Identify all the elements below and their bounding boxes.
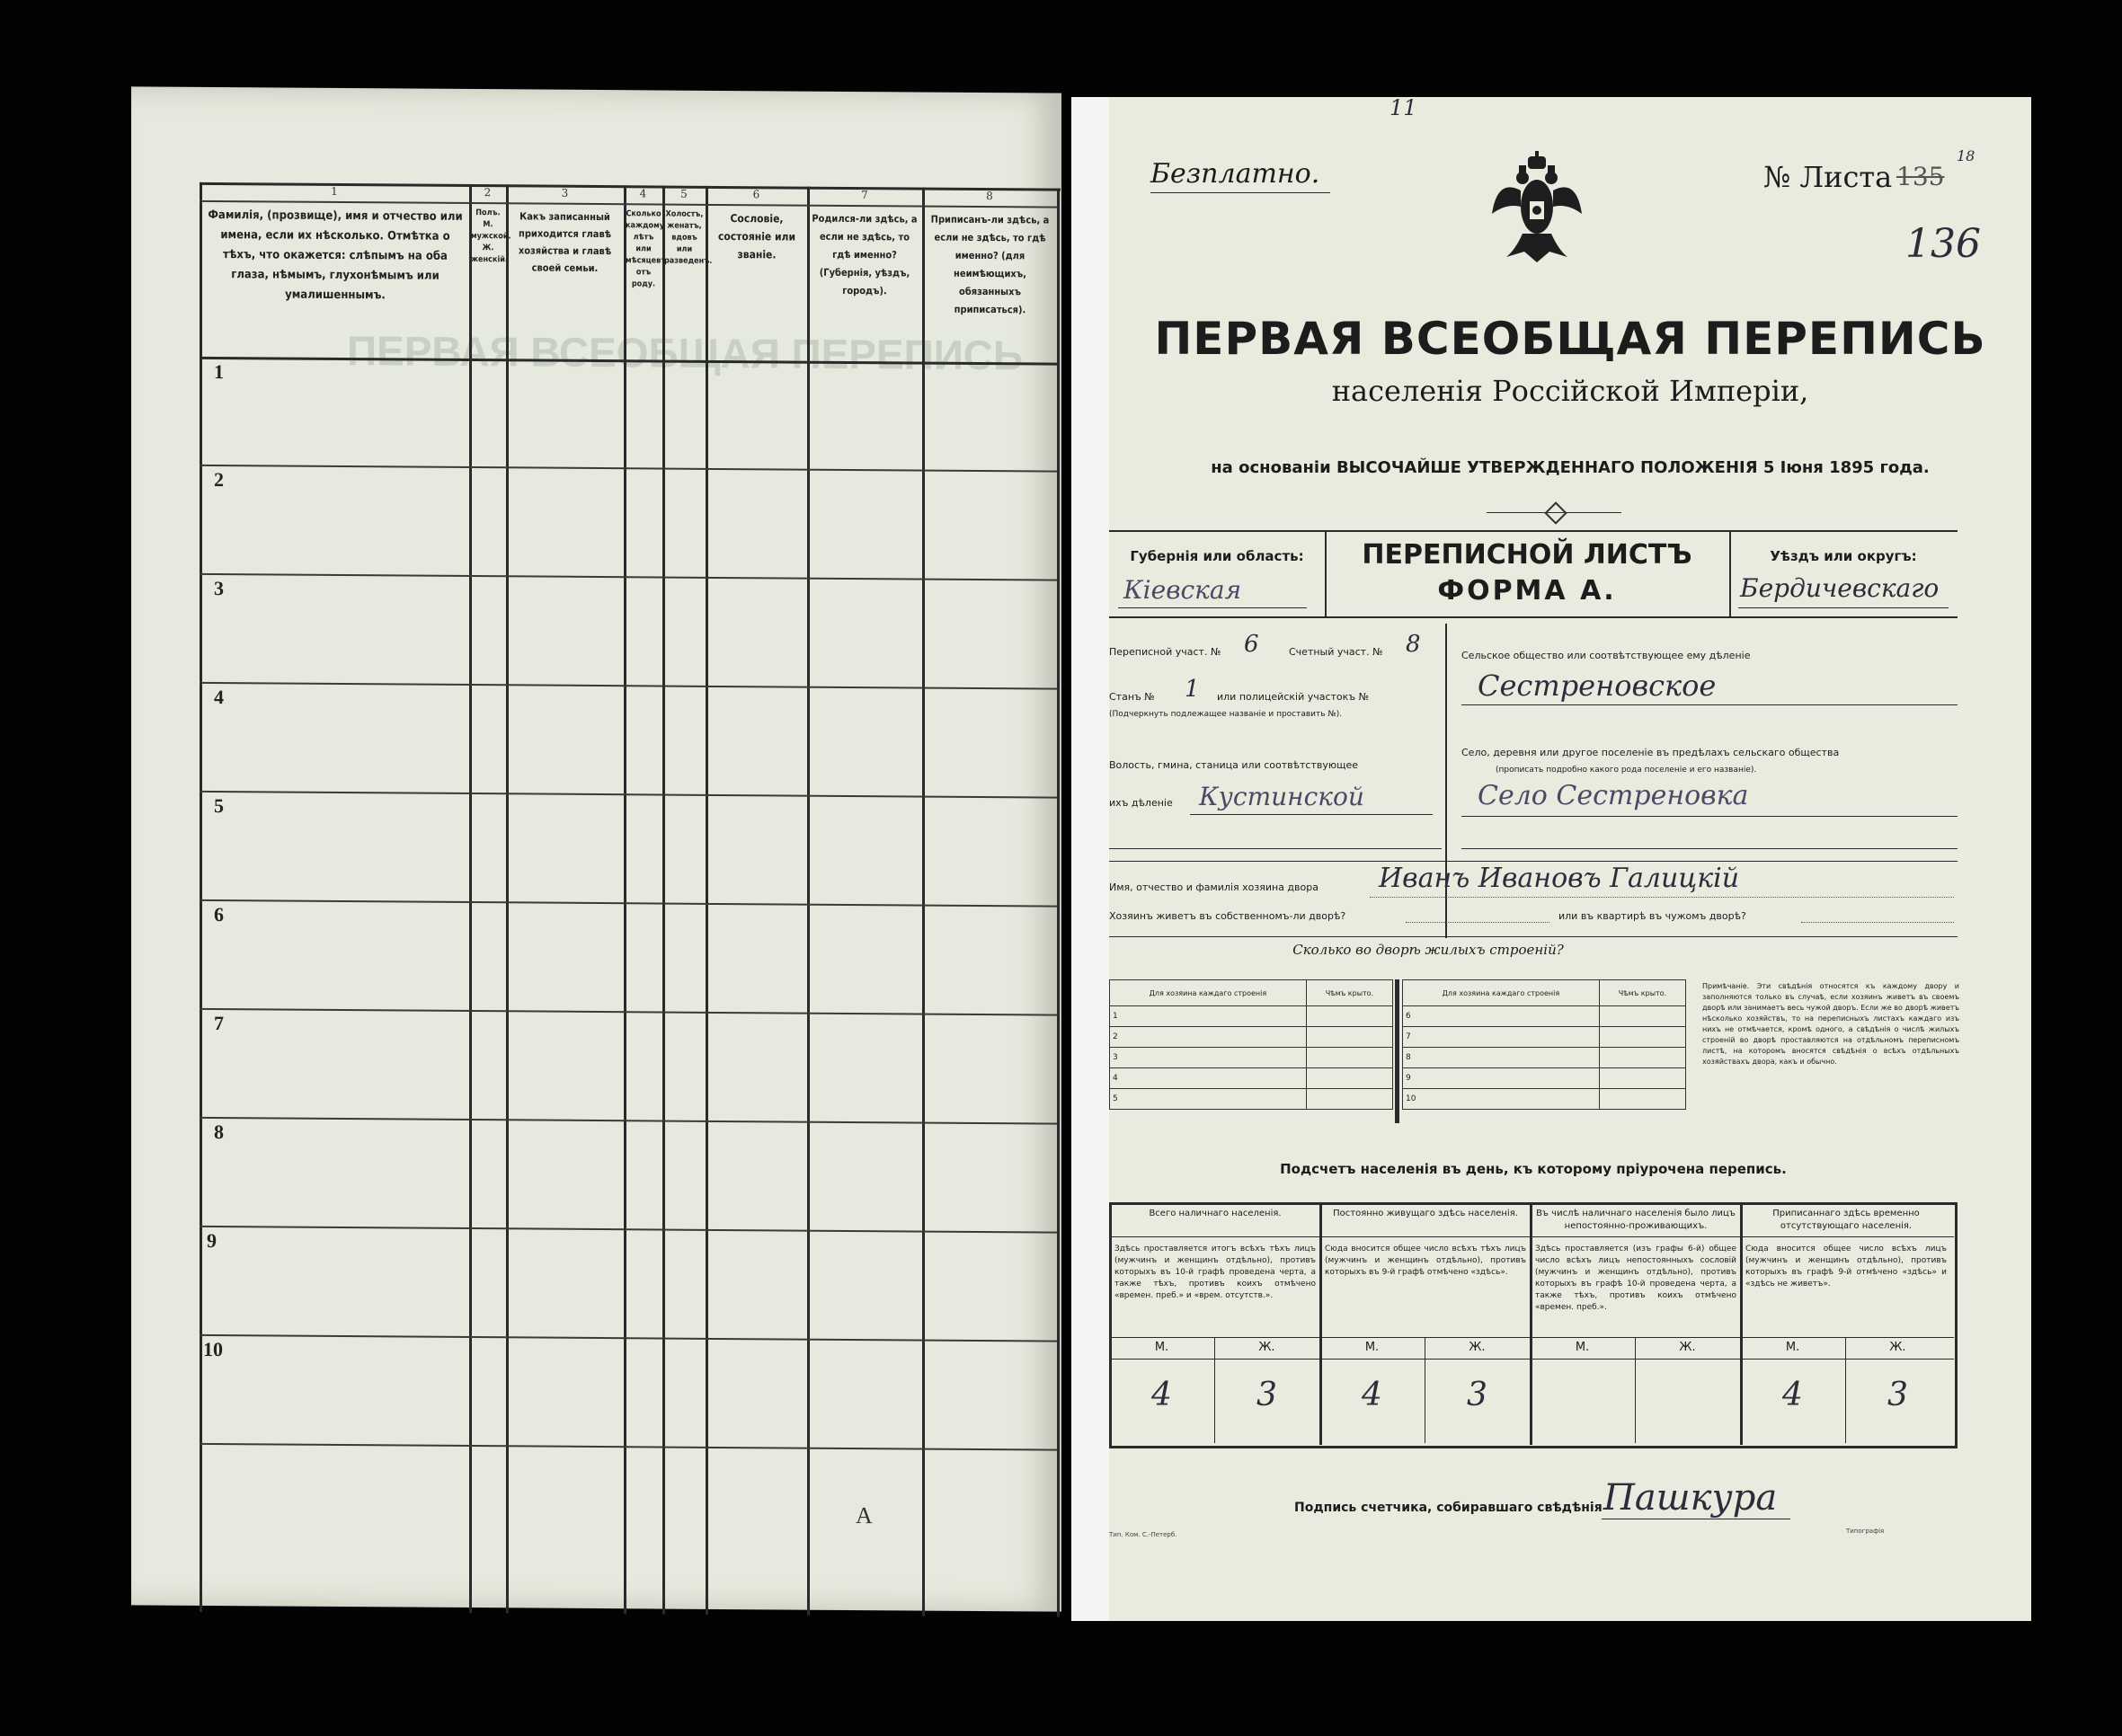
sex-label: М. — [1364, 1341, 1380, 1354]
village-value: Село Сестреновка — [1478, 780, 1749, 811]
underline-note: (Подчеркнуть подлежащее названіе и проставить №). — [1109, 710, 1343, 719]
column-header-sex: Полъ. М. мужской. Ж. женскій. — [471, 208, 511, 265]
county-value: Бердичевскаго — [1740, 573, 1940, 603]
volost-value: Кустинской — [1199, 782, 1364, 811]
page-subtitle: населенія Россійской Имперіи, — [1331, 374, 1809, 408]
legal-basis: на основаніи ВЫСОЧАЙШЕ УТВЕРЖДЕННАГО ПОЛОЖЕНІЯ 5 Іюня 1895 года. — [1211, 458, 1930, 477]
column-header-registered: Приписанъ-ли здѣсь, а если не здѣсь, то гдѣ именно? (для неимѣющихъ, обязанныхъ приписаться). — [930, 213, 1050, 316]
ornament — [1544, 501, 1567, 524]
column-number: 7 — [861, 189, 868, 202]
building-row-num: 5 — [1110, 1089, 1307, 1110]
row-number: 9 — [207, 1228, 217, 1253]
society-value: Сестреновское — [1478, 669, 1717, 703]
buildings-col-material: Чѣмъ крыто. — [1306, 980, 1392, 1006]
row-number: 2 — [214, 468, 224, 492]
sheet-number-label: № Листа — [1763, 160, 1893, 194]
society-label: Сельское общество или соотвѣтствующее ему дѣленіе — [1461, 650, 1751, 661]
village-label: Село, деревня или другое поселеніе въ предѣлахъ сельскаго общества — [1461, 747, 1840, 758]
signature-label: Подпись счетчика, собиравшаго свѣдѣнія — [1294, 1501, 1603, 1515]
summary-head-permanent: Постоянно живущаго здѣсь населенія. — [1333, 1209, 1518, 1218]
province-value: Кіевская — [1123, 575, 1242, 605]
owner-label: Имя, отчество и фамилія хозяина двора — [1109, 881, 1318, 893]
buildings-question: Сколько во дворѣ жилыхъ строеній? — [1292, 942, 1564, 958]
building-row-num: 6 — [1403, 1006, 1600, 1027]
sheet-number-struck: 135 — [1896, 162, 1945, 191]
building-row-num: 3 — [1110, 1048, 1307, 1068]
summary-value: 3 — [1256, 1377, 1277, 1413]
column-number: 3 — [561, 186, 569, 199]
sex-label: М. — [1785, 1341, 1800, 1354]
village-note: (прописать подробно какого рода поселеніе и его названіе). — [1496, 766, 1757, 775]
column-header-marital: Холостъ, женатъ, вдовъ или разведенъ. — [664, 209, 713, 266]
buildings-col-head: Для хозяина каждаго строенія — [1403, 980, 1600, 1006]
summary-note: Сюда вносится общее число всѣхъ тѣхъ лицъ (мужчинъ и женщинъ отдѣльно), противъ которыхъ въ 9-й графѣ отмѣчено «здѣсь». — [1325, 1244, 1526, 1277]
building-row-num: 4 — [1110, 1068, 1307, 1089]
counting-district-value: 8 — [1406, 631, 1421, 658]
imperial-eagle-emblem — [1488, 151, 1585, 268]
bottom-mark: А — [856, 1502, 873, 1529]
sex-label: Ж. — [1889, 1341, 1906, 1354]
column-header-name: Фамилія, (прозвище), имя и отчество или имена, если их нѣсколько. Отмѣтка о тѣхъ, что окажется: слѣпымъ на оба глаза, нѣмымъ, глухонѣмымъ или умалишеннымъ. — [208, 208, 463, 303]
building-row-num: 10 — [1403, 1089, 1600, 1110]
row-number: 7 — [214, 1012, 224, 1035]
summary-head-total: Всего наличнаго населенія. — [1149, 1209, 1282, 1218]
form-label: ФОРМА А. — [1437, 575, 1617, 607]
summary-value: 3 — [1887, 1377, 1908, 1413]
column-header-age: Сколько каждому лѣтъ или мѣсяцевъ отъ роду. — [626, 209, 667, 289]
census-district-label: Переписной участ. № — [1109, 646, 1221, 658]
summary-note: Здѣсь проставляется (изъ графы 6-й) общее число всѣхъ лицъ непостоянныхъ сословій (мужчинъ и женщинъ отдѣльно), противъ которыхъ въ графѣ 10-й проведена черта, а также тѣхъ, противъ коихъ отмѣчено «времен. преб.». — [1535, 1244, 1736, 1312]
sex-label: М. — [1154, 1341, 1169, 1354]
police-label: или полицейскій участокъ № — [1217, 691, 1370, 703]
summary-value: 3 — [1467, 1377, 1487, 1413]
count-heading: Подсчетъ населенія въ день, къ которому пріурочена перепись. — [1280, 1161, 1787, 1177]
owner-lives-label: Хозяинъ живетъ въ собственномъ-ли дворѣ? — [1109, 910, 1346, 922]
sheet-number-handwritten: 136 — [1905, 221, 1981, 267]
free-label: Безплатно. — [1150, 158, 1320, 190]
sex-label: Ж. — [1469, 1341, 1486, 1354]
row-number: 3 — [214, 577, 224, 600]
summary-head-absent: Приписаннаго здѣсь временно отсутствующаго населенія. — [1772, 1209, 1920, 1231]
corner-mark: 18 — [1957, 147, 1976, 164]
top-page-mark: 11 — [1390, 95, 1417, 120]
column-header-relation: Какъ записанный приходится главѣ хозяйства и главѣ своей семьи. — [518, 210, 612, 275]
building-row-num: 8 — [1403, 1048, 1600, 1068]
printer-mark-left: Тип. Ком. С.-Петерб. — [1109, 1531, 1177, 1538]
column-header-birthplace: Родился-ли здѣсь, а если не здѣсь, то гдѣ именно? (Губернія, уѣздъ, городъ). — [812, 212, 918, 297]
column-header-estate: Сословіе, состояніе или званіе. — [717, 212, 796, 261]
counting-district-label: Счетный участ. № — [1289, 646, 1383, 658]
summary-note: Здѣсь проставляется итогъ всѣхъ тѣхъ лицъ (мужчинъ и женщинъ отдѣльно), противъ которыхъ въ 10-й графѣ проведена черта, а также тѣхъ, противъ коихъ отмѣчено «времен. преб.» и «врем. отсутств.». — [1114, 1244, 1316, 1300]
page-title: ПЕРВАЯ ВСЕОБЩАЯ ПЕРЕПИСЬ — [1154, 313, 1986, 365]
summary-value: 4 — [1151, 1377, 1172, 1413]
stan-value: 1 — [1185, 676, 1200, 703]
column-number: 1 — [331, 184, 338, 198]
buildings-col-material: Чѣмъ крыто. — [1599, 980, 1685, 1006]
buildings-table-left — [1109, 979, 1393, 1110]
sex-label: Ж. — [1258, 1341, 1275, 1354]
sex-label: М. — [1575, 1341, 1590, 1354]
buildings-col-head: Для хозяина каждаго строенія — [1110, 980, 1307, 1006]
buildings-note: Примѣчаніе. Эти свѣдѣнія относятся къ каждому двору и заполняются только въ случаѣ, если хозяинъ живетъ въ своемъ дворѣ или занимаетъ весь чужой дворъ. Если же во дворѣ живетъ нѣсколько хозяйствъ, то на переписныхъ листахъ каждаго изъ нихъ не отмѣчается, кромѣ одного, а свѣдѣнія о числѣ жилыхъ строеній во дворѣ проставляются на отдѣльномъ переписномъ листѣ, на которомъ вносятся свѣдѣнія о всѣхъ отдѣльныхъ хозяйствахъ двора, какъ и обычно. — [1702, 982, 1959, 1066]
column-number: 8 — [986, 190, 993, 203]
stan-label: Станъ № — [1109, 691, 1155, 703]
printer-mark-right: Типографія — [1846, 1528, 1885, 1535]
census-district-value: 6 — [1244, 631, 1259, 658]
province-label: Губернія или область: — [1130, 548, 1304, 564]
sex-label: Ж. — [1679, 1341, 1696, 1354]
building-row-num: 9 — [1403, 1068, 1600, 1089]
row-number: 5 — [214, 794, 224, 818]
volost-label-2: ихъ дѣленіе — [1109, 797, 1173, 809]
buildings-table-right — [1402, 979, 1686, 1110]
summary-value: 4 — [1782, 1377, 1803, 1413]
column-number: 2 — [484, 186, 492, 199]
building-row-num: 2 — [1110, 1027, 1307, 1048]
summary-note: Сюда вносится общее число всѣхъ лицъ (мужчинъ и женщинъ отдѣльно), противъ которыхъ въ графѣ 9-й отмѣчено «здѣсь» и «здѣсь не живетъ». — [1745, 1244, 1947, 1289]
building-row-num: 1 — [1110, 1006, 1307, 1027]
summary-value: 4 — [1362, 1377, 1382, 1413]
row-number: 4 — [214, 686, 224, 709]
right-page — [1071, 97, 2031, 1621]
row-number: 8 — [214, 1120, 224, 1144]
summary-head-temporary: Въ числѣ наличнаго населенія было лицъ непостоянно-проживающихъ. — [1536, 1209, 1736, 1231]
sheet-title: ПЕРЕПИСНОЙ ЛИСТЪ — [1362, 539, 1692, 571]
owner-value: Иванъ Ивановъ Галицкій — [1379, 863, 1740, 894]
column-number: 5 — [680, 187, 688, 200]
row-number: 6 — [214, 903, 224, 926]
row-number: 10 — [203, 1337, 223, 1361]
building-row-num: 7 — [1403, 1027, 1600, 1048]
left-page — [131, 86, 1061, 1611]
owner-lives-label-2: или въ квартирѣ въ чужомъ дворѣ? — [1558, 910, 1746, 922]
row-number: 1 — [214, 360, 224, 384]
volost-label: Волость, гмина, станица или соотвѣтствующее — [1109, 759, 1359, 771]
signature-value: Пашкура — [1603, 1477, 1778, 1519]
column-number: 6 — [752, 188, 760, 201]
county-label: Уѣздъ или округъ: — [1770, 548, 1917, 564]
show-through-text: ПЕРВАЯ ВСЕОБЩАЯ ПЕРЕПИСЬ — [347, 327, 1024, 379]
column-number: 4 — [639, 187, 647, 200]
